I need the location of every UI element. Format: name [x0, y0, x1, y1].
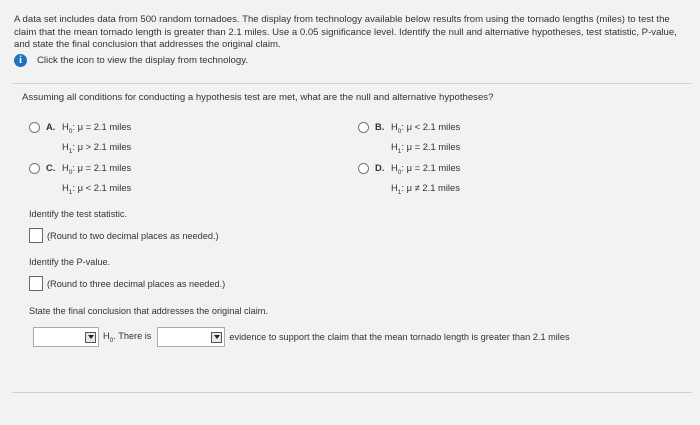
chevron-down-icon: [211, 332, 222, 343]
radio-button[interactable]: [358, 122, 369, 133]
radio-button[interactable]: [29, 163, 40, 174]
radio-button[interactable]: [358, 163, 369, 174]
divider: [12, 83, 692, 84]
hypotheses: $H_0$: μ = 2.1 miles $H_1$: μ > 2.1 miles: [62, 121, 132, 155]
problem-statement: A data set includes data from 500 random tornadoes. The display from technology available below results from using the tornado lengths (miles) to test the claim that the mean tornado length is greater than 2.1 miles. Use a 0.05 significance level. Identify the null and alternative hypotheses, test statistic, P-value, and state the final conclusion that addresses the original claim.: [14, 14, 677, 50]
divider: [12, 392, 692, 393]
hypotheses: $H_0$: μ = 2.1 miles $H_1$: μ < 2.1 miles: [62, 162, 132, 196]
test-statistic-label: Identify the test statistic.: [29, 209, 128, 219]
conclusion-row: [33, 327, 570, 347]
option-a[interactable]: A. $H_0$: μ = 2.1 miles $H_1$: μ > 2.1 miles: [29, 121, 131, 159]
test-statistic-hint: (Round to two decimal places as needed.): [47, 230, 219, 241]
info-line: [14, 54, 248, 67]
reject-decision-dropdown[interactable]: [33, 327, 99, 347]
hypothesis-question: Assuming all conditions for conducting a hypothesis test are met, what are the null and alternative hypotheses?: [22, 92, 494, 103]
p-value-hint: (Round to three decimal places as needed.): [47, 278, 226, 289]
conclusion-tail-text: evidence to support the claim that the mean tornado length is greater than 2.1 miles: [229, 332, 570, 342]
conclusion-label: State the final conclusion that addresses the original claim.: [29, 306, 269, 316]
radio-button[interactable]: [29, 122, 40, 133]
p-value-input[interactable]: [29, 276, 43, 291]
hypotheses: $H_0$: μ < 2.1 miles $H_1$: μ = 2.1 miles: [391, 121, 461, 155]
option-c[interactable]: C. $H_0$: μ = 2.1 miles $H_1$: μ < 2.1 miles: [29, 162, 131, 200]
option-d[interactable]: D. $H_0$: μ = 2.1 miles $H_1$: μ ≠ 2.1 miles: [358, 162, 460, 200]
info-text: Click the icon to view the display from technology.: [37, 55, 248, 66]
p-value-row: [29, 276, 225, 291]
null-hypothesis-text: $H_0$. There is: [103, 330, 152, 344]
test-statistic-input[interactable]: [29, 228, 43, 243]
info-icon[interactable]: i: [14, 54, 27, 67]
chevron-down-icon: [85, 332, 96, 343]
evidence-dropdown[interactable]: [157, 327, 225, 347]
test-statistic-row: [29, 228, 219, 243]
hypotheses: $H_0$: μ = 2.1 miles $H_1$: μ ≠ 2.1 miles: [391, 162, 461, 196]
p-value-label: Identify the P-value.: [29, 257, 111, 267]
option-b[interactable]: B. $H_0$: μ < 2.1 miles $H_1$: μ = 2.1 miles: [358, 121, 460, 159]
